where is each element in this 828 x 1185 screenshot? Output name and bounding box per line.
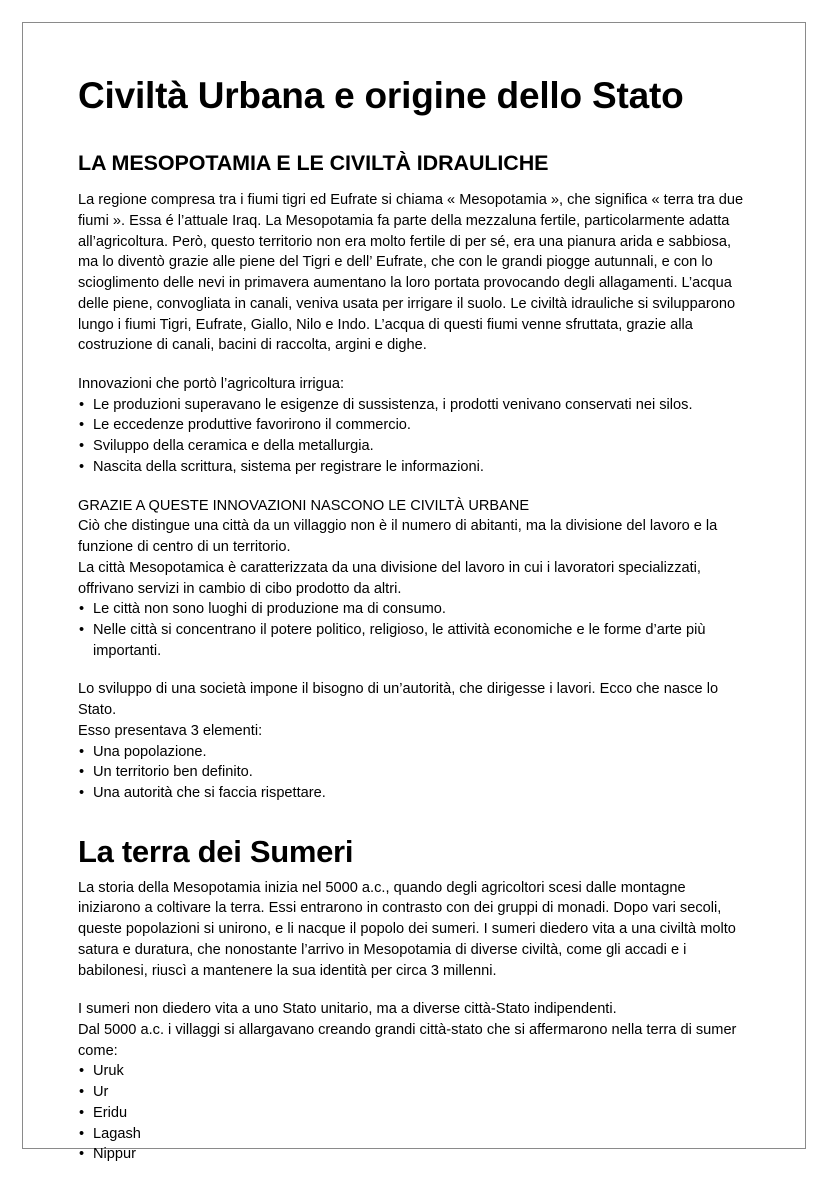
- paragraph-citta-villaggio: Ciò che distingue una città da un villaggio non è il numero di abitanti, ma la divisione del lavoro e la funzione di centro di un territorio.: [78, 518, 718, 556]
- section-heading-sumeri: La terra dei Sumeri: [78, 833, 354, 869]
- list-item: • Lagash: [78, 1124, 750, 1145]
- list-item: • Le produzioni superavano le esigenze di sussistenza, i prodotti venivano conservati nei silos.: [78, 395, 750, 416]
- list-item: • Nascita della scrittura, sistema per registrare le informazioni.: [78, 457, 750, 478]
- city-points-list: [78, 599, 750, 661]
- paragraph-nascita-stato: Lo sviluppo di una società impone il bisogno di un’autorità, che dirigesse i lavori. Ecco che nasce lo Stato.: [78, 681, 719, 719]
- list-item: • Eridu: [78, 1103, 750, 1124]
- list-item: • Un territorio ben definito.: [78, 762, 750, 783]
- subheading-civilta-urbane: GRAZIE A QUESTE INNOVAZIONI NASCONO LE CIVILTÀ URBANE: [78, 497, 530, 514]
- list-item: • Uruk: [78, 1061, 750, 1082]
- spacer: [78, 981, 750, 999]
- paragraph-mesopotamia-intro: La regione compresa tra i fiumi tigri ed Eufrate si chiama « Mesopotamia », che significa « terra tra due fiumi ». Essa é l’attuale Iraq. La Mesopotamia fa parte della mezzaluna fertile, particolarmente adatta all’agricoltura. Però, questo territorio non era molto fertile di per sé, era una pianura arida e sabbiosa, ma lo diventò grazie alle piene del Tigri e dell’ Eufrate, che con le grandi piogge autunnali, e con lo scioglimento delle nevi in primavera aumentano la loro portata provocando degli allagamenti. L’acqua delle piene, convogliata in canali, veniva usata per irrigare il suolo. Le civiltà idrauliche si svilupparono lungo i fiumi Tigri, Eufrate, Giallo, Nilo e Indo. L’acqua di questi fiumi venne sfruttata, grazie alla costruzione di canali, bacini di raccolta, argini e dighe.: [78, 192, 744, 354]
- list-item: • Una autorità che si faccia rispettare.: [78, 783, 750, 804]
- spacer: [78, 356, 750, 374]
- list-item: • Nippur: [78, 1144, 750, 1165]
- list-item: • Le eccedenze produttive favorirono il commercio.: [78, 415, 750, 436]
- spacer: [78, 661, 750, 679]
- page-title: Civiltà Urbana e origine dello Stato: [78, 75, 684, 116]
- spacer: [78, 804, 750, 834]
- paragraph-citta-stato: I sumeri non diedero vita a uno Stato unitario, ma a diverse città-Stato indipendenti.: [78, 1001, 617, 1018]
- list-item: • Le città non sono luoghi di produzione ma di consumo.: [78, 599, 750, 620]
- cities-list: [78, 1061, 750, 1165]
- document-content: [22, 22, 806, 1185]
- list-item: • Nelle città si concentrano il potere politico, religioso, le attività economiche e le forme d’arte più importanti.: [78, 620, 750, 661]
- innovations-intro: Innovazioni che portò l’agricoltura irrigua:: [78, 376, 345, 393]
- paragraph-storia-mesopotamia: La storia della Mesopotamia inizia nel 5000 a.c., quando degli agricoltori scesi dalle montagne iniziarono a coltivare la terra. Essi entrarono in contrasto con dei gruppi di monadi. Dopo vari secoli, queste popolazioni si unirono, e li nacque il popolo dei sumeri. I sumeri diedero vita a una civiltà molto satura e duratura, che nonostante l’arrivo in Mesopotamia di diverse civiltà, come gli accadi e i babilonesi, riuscì a mantenere la sua identità per circa 3 millenni.: [78, 879, 736, 979]
- spacer: [78, 478, 750, 496]
- paragraph-tre-elementi: Esso presentava 3 elementi:: [78, 722, 263, 739]
- state-elements-list: [78, 742, 750, 804]
- list-item: • Ur: [78, 1082, 750, 1103]
- list-item: • Una popolazione.: [78, 742, 750, 763]
- list-item: • Sviluppo della ceramica e della metallurgia.: [78, 436, 750, 457]
- paragraph-divisione-lavoro: La città Mesopotamica è caratterizzata da una divisione del lavoro in cui i lavoratori specializzati, offrivano servizi in cambio di cibo prodotto da altri.: [78, 559, 701, 597]
- paragraph-villaggi: Dal 5000 a.c. i villaggi si allargavano creando grandi città-stato che si affermarono nella terra di sumer come:: [78, 1022, 737, 1059]
- innovations-list: [78, 395, 750, 478]
- section-heading-mesopotamia: LA MESOPOTAMIA E LE CIVILTÀ IDRAULICHE: [78, 151, 549, 176]
